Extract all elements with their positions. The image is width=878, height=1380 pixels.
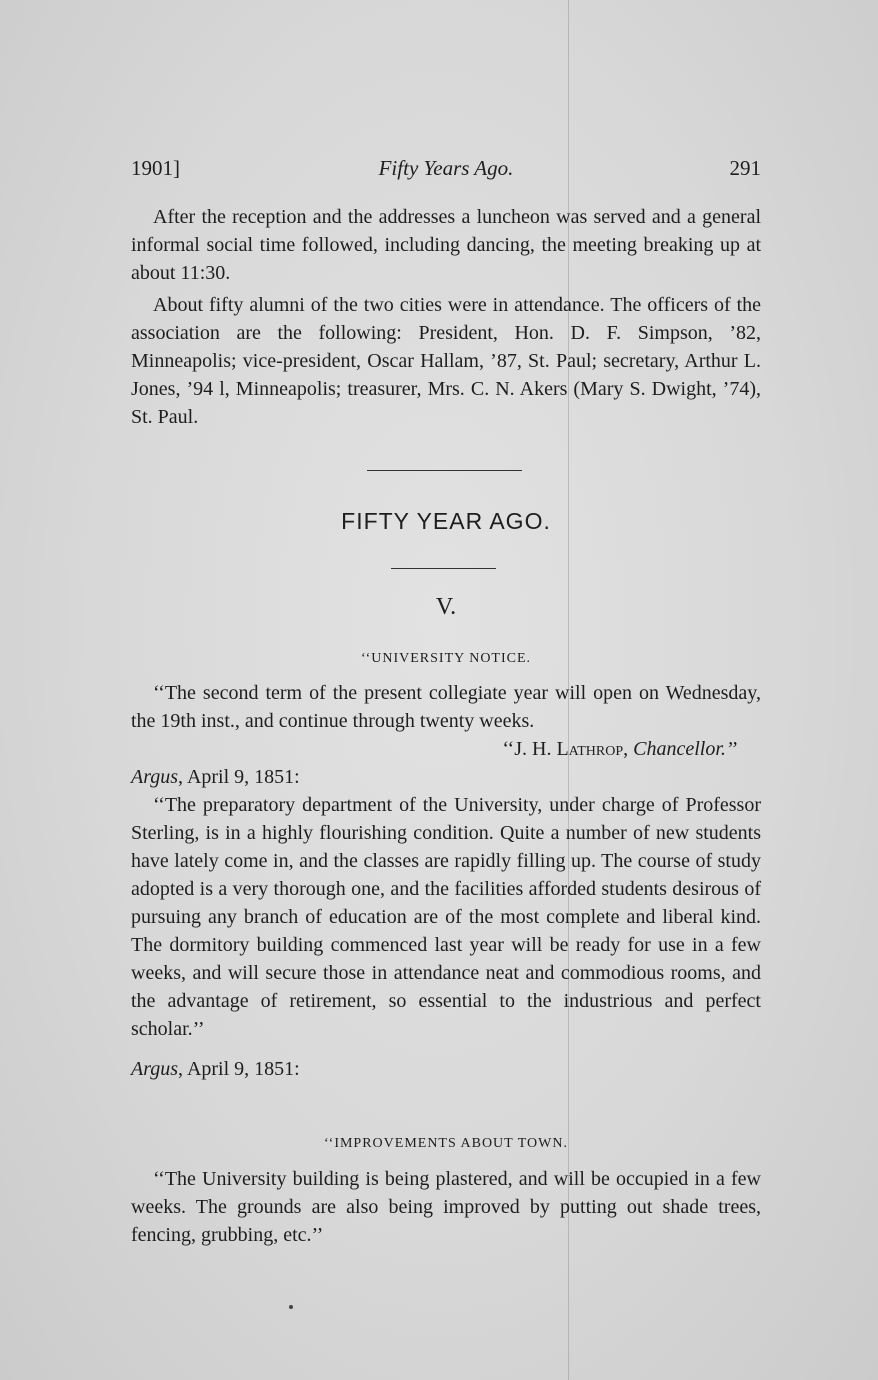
argus-citation-1 xyxy=(131,763,761,791)
intro-text xyxy=(131,203,761,431)
header-year: 1901] xyxy=(131,156,180,180)
argus-date-2: , April 9, 1851: xyxy=(178,1058,300,1080)
notice-heading: ‘‘UNIVERSITY NOTICE. xyxy=(360,651,532,666)
argus-date-1: , April 9, 1851: xyxy=(178,766,300,788)
improvements-heading: ‘‘IMPROVEMENTS ABOUT TOWN. xyxy=(324,1136,568,1151)
intro-paragraph-2: About fifty alumni of the two cities were in attendance. The officers of the association are the following: President, Hon. D. F. Simpson, ’82, Minneapolis; vice-president, Oscar Hallam, ’87, St. Paul; secretary, Arthur L. Jones, ’94 l, Minneapolis; treasurer, Mrs. C. N. Akers (Mary S. Dwight, ’74), St. Paul. xyxy=(131,294,761,428)
improvements-body: ‘‘The University building is being plastered, and will be occupied in a few weeks. The grounds are also being improved by putting out shade trees, fencing, grubbing, etc.’’ xyxy=(131,1168,761,1246)
argus-citation-2 xyxy=(131,1055,761,1083)
improvements-block xyxy=(131,1165,761,1249)
section-divider-top xyxy=(367,470,522,471)
argus-source-1: Argus xyxy=(131,766,179,788)
running-header xyxy=(131,156,761,186)
signature-title: Chancellor.’’ xyxy=(633,738,737,760)
page-number: 291 xyxy=(729,156,761,180)
section-number: V. xyxy=(435,594,457,620)
notice-block xyxy=(131,679,761,1083)
argus-body-1: ‘‘The preparatory department of the University, under charge of Professor Sterling, is in a highly flourishing condition. Quite a number of new students have lately come in, and the classes are rapidly filling up. The course of study adopted is a very thorough one, and the facilities afforded students desirous of pursuing any branch of education are of the most complete and liberal kind. The dormitory building commenced last year will be ready for use in a few weeks, and will secure those in attendance neat and commodious rooms, and the advantage of retirement, so essential to the industrious and perfect scholar.’’ xyxy=(131,794,761,1040)
argus-source-2: Argus xyxy=(131,1058,179,1080)
intro-paragraph-1: After the reception and the addresses a luncheon was served and a general informal social time followed, including dancing, the meeting breaking up at about 11:30. xyxy=(131,206,761,284)
section-divider-bottom xyxy=(391,568,496,569)
header-running-title: Fifty Years Ago. xyxy=(378,156,514,180)
notice-body: ‘‘The second term of the present collegiate year will open on Wednesday, the 19th inst., and continue through twenty weeks. xyxy=(131,682,761,732)
section-title: FIFTY YEAR AGO. xyxy=(341,508,551,534)
notice-signature xyxy=(131,735,761,763)
signature-name: ‘‘J. H. Lathrop, xyxy=(502,738,629,760)
ink-speck xyxy=(289,1305,293,1309)
